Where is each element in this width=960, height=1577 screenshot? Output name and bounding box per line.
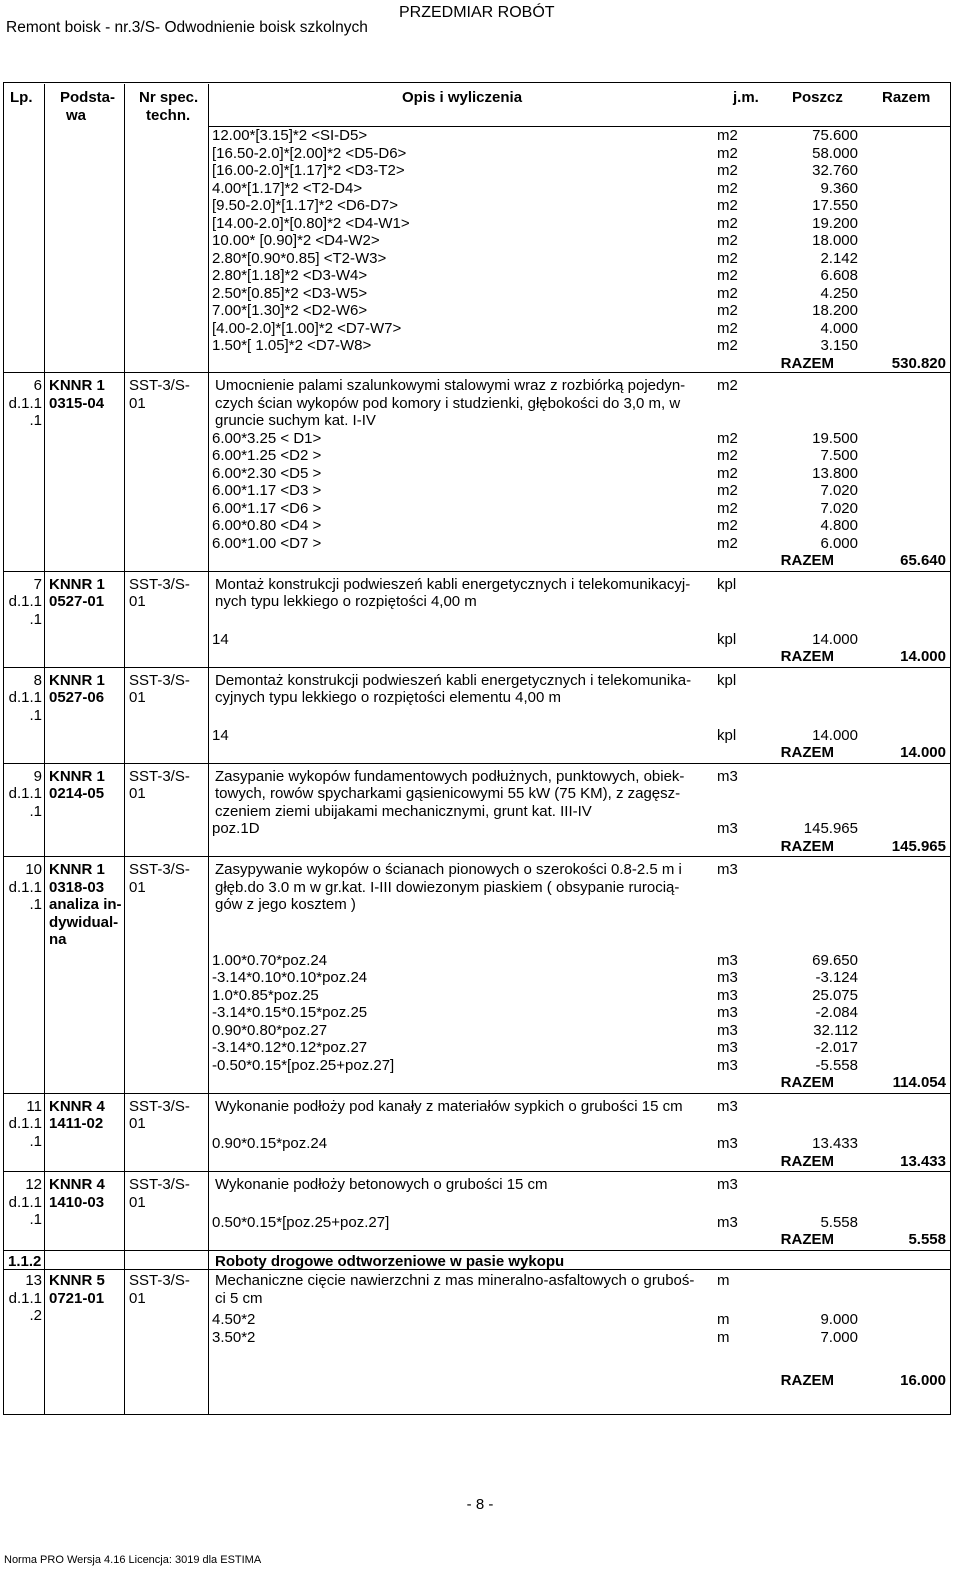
calc-line: 14 — [212, 630, 229, 648]
unit-cell: m2 — [717, 302, 738, 319]
unit-cell: m3 — [717, 1135, 738, 1152]
unit-cell: m2 — [717, 144, 738, 162]
partial-value: 32.760 — [812, 162, 858, 179]
item-spec: SST-3/S- — [129, 1097, 190, 1115]
page-number: - 8 - — [466, 1496, 494, 1513]
calc-line: 4.00*[1.17]*2 <T2-D4> — [212, 179, 363, 197]
partial-value: 2.142 — [820, 249, 858, 267]
item-description: Wykonanie podłoży betonowych o grubości 15 cm — [215, 1176, 548, 1193]
calc-line: 6.00*0.80 <D4 > — [212, 517, 322, 534]
unit-cell: m2 — [717, 249, 738, 267]
razem-label: RAZEM — [780, 1372, 834, 1389]
item-basis: 0315-04 — [49, 394, 105, 412]
unit-cell: kpl — [717, 630, 737, 648]
item-basis: 0214-05 — [49, 785, 105, 802]
partial-value: 14.000 — [812, 726, 858, 744]
partial-value: 18.200 — [812, 302, 858, 319]
item-basis: analiza in- — [49, 896, 122, 913]
unit-cell: m — [717, 1328, 730, 1346]
item-spec: 01 — [129, 1289, 146, 1307]
unit-cell: m2 — [717, 214, 738, 232]
partial-value: 25.075 — [812, 986, 858, 1004]
unit-cell: m2 — [717, 232, 738, 249]
col-header-jm: j.m. — [733, 89, 759, 106]
item-spec: SST-3/S- — [129, 861, 190, 878]
item-description: towych, rowów spycharkami gąsienicowymi 55 kW (75 KM), z zagęsz- — [215, 785, 681, 802]
item-basis: KNNR 1 — [49, 575, 105, 593]
partial-value: -3.124 — [815, 969, 858, 986]
item-number: .1 — [29, 1132, 42, 1150]
item-spec: 01 — [129, 878, 146, 896]
partial-value: 4.000 — [820, 319, 858, 337]
calc-line: 6.00*1.25 <D2 > — [212, 447, 322, 464]
razem-label: RAZEM — [780, 354, 834, 372]
calc-line: 6.00*2.30 <D5 > — [212, 464, 322, 482]
item-spec: SST-3/S- — [129, 1176, 190, 1193]
calc-line: 6.00*1.17 <D3 > — [212, 482, 322, 499]
partial-value: 6.608 — [820, 267, 858, 284]
razem-total: 114.054 — [892, 1074, 946, 1091]
razem-total: 145.965 — [891, 837, 946, 855]
razem-total: 530.820 — [891, 354, 946, 372]
item-basis: KNNR 5 — [49, 1272, 105, 1289]
unit-cell: m2 — [717, 337, 738, 354]
razem-label: RAZEM — [780, 648, 834, 665]
razem-label: RAZEM — [780, 552, 834, 569]
unit-cell: m2 — [717, 534, 738, 552]
calc-line: 6.00*1.00 <D7 > — [212, 534, 322, 552]
item-description: gów z jego kosztem ) — [215, 896, 356, 913]
partial-value: 9.360 — [820, 179, 858, 197]
item-number: .1 — [29, 706, 42, 724]
partial-value: 145.965 — [803, 820, 858, 837]
calc-line: 10.00* [0.90]*2 <D4-W2> — [212, 232, 380, 249]
item-description: ci 5 cm — [215, 1289, 263, 1307]
unit-cell: kpl — [717, 575, 737, 593]
partial-value: 14.000 — [812, 630, 858, 648]
unit-cell: kpl — [717, 671, 737, 689]
partial-value: 7.020 — [820, 499, 858, 517]
item-description: gruncie suchym kat. I-IV — [215, 412, 376, 429]
unit-cell: m2 — [717, 284, 738, 302]
calc-line: poz.1D — [212, 820, 260, 837]
item-spec: SST-3/S- — [129, 575, 190, 593]
col-header-nr-spec: Nr spec. — [139, 89, 199, 106]
row-divider — [4, 372, 950, 373]
unit-cell: m3 — [717, 1004, 738, 1021]
item-spec: 01 — [129, 785, 146, 802]
razem-label: RAZEM — [780, 744, 834, 761]
item-number: d.1.1 — [8, 1115, 42, 1132]
item-number: 8 — [33, 671, 42, 689]
partial-value: -2.017 — [815, 1039, 858, 1056]
item-description: czych ścian wykopów pod komory i studzienki, głębokości do 3,0 m, w — [215, 394, 681, 412]
item-number: 9 — [33, 767, 42, 785]
item-description: Demontaż konstrukcji podwieszeń kabli energetycznych i telekomunika- — [215, 671, 692, 689]
item-description: czeniem ziemi ubijakami mechanicznymi, grunt kat. III-IV — [215, 802, 592, 820]
calc-line: 0.50*0.15*[poz.25+poz.27] — [212, 1213, 390, 1231]
col-header-opis: Opis i wyliczenia — [402, 89, 523, 106]
item-description: Zasypywanie wykopów o ścianach pionowych o szerokości 0.8-2.5 m i — [215, 861, 682, 878]
col-header-podstawa: Podsta- — [60, 89, 116, 106]
unit-cell: m3 — [717, 969, 738, 986]
col-header-nr-spec: techn. — [146, 107, 191, 124]
partial-value: -2.084 — [815, 1004, 858, 1021]
unit-cell: m3 — [717, 1097, 738, 1115]
calc-line: -3.14*0.10*0.10*poz.24 — [212, 969, 368, 986]
calc-line: -3.14*0.12*0.12*poz.27 — [212, 1039, 368, 1056]
document-type: PRZEDMIAR ROBÓT — [399, 4, 555, 21]
razem-label: RAZEM — [780, 1074, 834, 1091]
item-basis: KNNR 1 — [49, 861, 105, 878]
calc-line: 14 — [212, 726, 229, 744]
partial-value: 9.000 — [820, 1311, 858, 1328]
unit-cell: m2 — [717, 464, 738, 482]
item-number: 7 — [33, 575, 42, 593]
item-number: 13 — [25, 1272, 42, 1289]
item-basis: 0527-01 — [49, 593, 105, 610]
item-number: .2 — [29, 1307, 42, 1324]
column-divider — [124, 84, 125, 1414]
unit-cell: kpl — [717, 726, 737, 744]
unit-cell: m3 — [717, 986, 738, 1004]
item-number: d.1.1 — [8, 394, 42, 412]
partial-value: 7.020 — [820, 482, 858, 499]
column-divider — [208, 84, 209, 1414]
item-number: 10 — [25, 861, 42, 878]
item-description: Mechaniczne cięcie nawierzchni z mas mineralno-asfaltowych o gruboś- — [215, 1272, 695, 1289]
razem-total: 65.640 — [900, 552, 946, 569]
item-spec: 01 — [129, 593, 146, 610]
unit-cell: m3 — [717, 1056, 738, 1074]
item-description: Umocnienie palami szalunkowymi stalowymi wraz z rozbiórką pojedyn- — [215, 377, 686, 394]
item-number: d.1.1 — [8, 593, 42, 610]
item-number: .1 — [29, 1211, 42, 1228]
unit-cell: m3 — [717, 951, 738, 969]
row-divider — [4, 856, 950, 857]
item-basis: KNNR 1 — [49, 671, 105, 689]
item-number: d.1.1 — [8, 878, 42, 896]
item-number: 11 — [26, 1097, 42, 1115]
razem-total: 13.433 — [900, 1152, 946, 1170]
row-divider — [4, 763, 950, 764]
item-number: .1 — [29, 802, 42, 820]
unit-cell: m3 — [717, 820, 738, 837]
calc-line: [4.00-2.0]*[1.00]*2 <D7-W7> — [212, 319, 402, 337]
partial-value: 4.800 — [820, 517, 858, 534]
unit-cell: m3 — [717, 861, 738, 878]
unit-cell: m3 — [717, 767, 738, 785]
item-description: nych typu lekkiego o rozpiętości 4,00 m — [215, 593, 477, 610]
calc-line: 1.0*0.85*poz.25 — [212, 986, 319, 1004]
partial-value: 5.558 — [820, 1213, 858, 1231]
calc-line: [16.50-2.0]*[2.00]*2 <D5-D6> — [212, 144, 407, 162]
calc-line: 0.90*0.15*poz.24 — [212, 1135, 328, 1152]
razem-label: RAZEM — [780, 1231, 834, 1248]
col-header-lp: Lp. — [10, 89, 33, 106]
calc-line: 2.80*[0.90*0.85] <T2-W3> — [212, 249, 387, 267]
partial-value: 13.800 — [812, 464, 858, 482]
calc-line: 7.00*[1.30]*2 <D2-W6> — [212, 302, 368, 319]
unit-cell: m2 — [717, 517, 738, 534]
item-spec: SST-3/S- — [129, 377, 190, 394]
item-spec: 01 — [129, 394, 146, 412]
item-spec: 01 — [129, 689, 146, 706]
section-title: Roboty drogowe odtworzeniowe w pasie wykopu — [215, 1252, 565, 1270]
item-number: .1 — [29, 412, 42, 429]
partial-value: 19.200 — [812, 214, 858, 232]
calc-line: [14.00-2.0]*[0.80]*2 <D4-W1> — [212, 214, 410, 232]
calc-line: 0.90*0.80*poz.27 — [212, 1021, 328, 1039]
item-description: Wykonanie podłoży pod kanały z materiałów sypkich o grubości 15 cm — [215, 1097, 683, 1115]
calc-line: 2.80*[1.18]*2 <D3-W4> — [212, 267, 368, 284]
item-spec: SST-3/S- — [129, 671, 190, 689]
row-divider — [4, 667, 950, 668]
section-number: 1.1.2 — [8, 1252, 42, 1270]
item-basis: 1411-02 — [49, 1115, 104, 1132]
row-divider — [4, 1250, 950, 1251]
partial-value: 58.000 — [812, 144, 858, 162]
item-spec: SST-3/S- — [129, 1272, 190, 1289]
calc-line: 3.50*2 — [212, 1328, 256, 1346]
item-number: .1 — [29, 610, 42, 628]
item-basis: KNNR 1 — [49, 767, 105, 785]
item-number: .1 — [29, 896, 42, 913]
license-text: Norma PRO Wersja 4.16 Licencja: 3019 dla ESTIMA — [4, 1554, 262, 1566]
partial-value: 3.150 — [820, 337, 858, 354]
unit-cell: m2 — [717, 267, 738, 284]
unit-cell: m2 — [717, 429, 738, 447]
partial-value: 69.650 — [812, 951, 858, 969]
unit-cell: m3 — [717, 1176, 738, 1193]
item-spec: 01 — [129, 1193, 146, 1211]
razem-total: 14.000 — [900, 744, 946, 761]
unit-cell: m2 — [717, 162, 738, 179]
calc-line: 2.50*[0.85]*2 <D3-W5> — [212, 284, 368, 302]
unit-cell: m — [717, 1311, 730, 1328]
unit-cell: m2 — [717, 319, 738, 337]
razem-total: 14.000 — [900, 648, 946, 665]
calc-line: 6.00*1.17 <D6 > — [212, 499, 322, 517]
partial-value: 19.500 — [812, 429, 858, 447]
partial-value: 75.600 — [812, 127, 858, 144]
row-divider — [4, 1269, 950, 1270]
item-basis: 0527-06 — [49, 689, 105, 706]
item-description: Zasypanie wykopów fundamentowych podłużnych, punktowych, obiek- — [215, 767, 685, 785]
partial-value: 18.000 — [812, 232, 858, 249]
partial-value: 7.000 — [820, 1328, 858, 1346]
partial-value: 32.112 — [813, 1021, 858, 1039]
calc-line: 1.00*0.70*poz.24 — [212, 951, 328, 969]
item-number: d.1.1 — [8, 785, 42, 802]
item-spec: SST-3/S- — [129, 767, 190, 785]
item-basis: dywidual- — [49, 913, 119, 931]
calc-line: [9.50-2.0]*[1.17]*2 <D6-D7> — [212, 197, 398, 214]
item-spec: 01 — [129, 1115, 146, 1132]
calc-line: 1.50*[ 1.05]*2 <D7-W8> — [212, 337, 372, 354]
partial-value: 6.000 — [820, 534, 858, 552]
unit-cell: m3 — [717, 1021, 738, 1039]
calc-line: -0.50*0.15*[poz.25+poz.27] — [212, 1056, 395, 1074]
item-basis: 1410-03 — [49, 1193, 105, 1211]
razem-label: RAZEM — [780, 837, 834, 855]
unit-cell: m2 — [717, 482, 738, 499]
row-divider — [4, 1093, 950, 1094]
unit-cell: m2 — [717, 447, 738, 464]
item-number: 12 — [25, 1176, 42, 1193]
partial-value: 17.550 — [812, 197, 858, 214]
item-number: 6 — [33, 377, 42, 394]
item-number: d.1.1 — [8, 1289, 42, 1307]
row-divider — [4, 1171, 950, 1172]
item-number: d.1.1 — [8, 689, 42, 706]
item-basis: KNNR 4 — [49, 1097, 105, 1115]
item-basis: na — [49, 931, 67, 948]
col-header-podstawa: wa — [66, 107, 87, 124]
item-description: głęb.do 3.0 m w gr.kat. I-III dowiezonym piaskiem ( obsypanie rurocią- — [215, 878, 680, 896]
calc-line: 4.50*2 — [212, 1311, 256, 1328]
razem-total: 5.558 — [908, 1231, 946, 1248]
partial-value: 13.433 — [812, 1135, 858, 1152]
calc-line: 12.00*[3.15]*2 <SI-D5> — [212, 127, 368, 144]
unit-cell: m2 — [717, 127, 738, 144]
item-description: Montaż konstrukcji podwieszeń kabli energetycznych i telekomunikacyj- — [215, 575, 691, 593]
col-header-poszcz: Poszcz — [792, 89, 843, 106]
calc-line: -3.14*0.15*0.15*poz.25 — [212, 1004, 368, 1021]
unit-cell: m2 — [717, 499, 738, 517]
calc-line: [16.00-2.0]*[1.17]*2 <D3-T2> — [212, 162, 405, 179]
unit-cell: m2 — [717, 179, 738, 197]
item-basis: KNNR 1 — [49, 377, 105, 394]
razem-label: RAZEM — [780, 1152, 834, 1170]
row-divider — [4, 571, 950, 572]
item-description: cyjnych typu lekkiego o rozpiętości elementu 4,00 m — [215, 689, 562, 706]
partial-value: -5.558 — [815, 1056, 858, 1074]
calc-line: 6.00*3.25 < D1> — [212, 429, 322, 447]
col-header-razem: Razem — [882, 89, 931, 106]
unit-cell: m2 — [717, 377, 738, 394]
partial-value: 7.500 — [820, 447, 858, 464]
partial-value: 4.250 — [820, 284, 858, 302]
item-number: d.1.1 — [8, 1193, 42, 1211]
item-basis: KNNR 4 — [49, 1176, 105, 1193]
unit-cell: m2 — [717, 197, 738, 214]
column-divider — [44, 84, 45, 1414]
unit-cell: m3 — [717, 1039, 738, 1056]
unit-cell: m3 — [717, 1213, 738, 1231]
item-basis: 0318-03 — [49, 878, 105, 896]
item-basis: 0721-01 — [49, 1289, 105, 1307]
document-title: Remont boisk - nr.3/S- Odwodnienie boisk szkolnych — [6, 19, 368, 36]
unit-cell: m — [717, 1272, 730, 1289]
razem-total: 16.000 — [900, 1372, 946, 1389]
